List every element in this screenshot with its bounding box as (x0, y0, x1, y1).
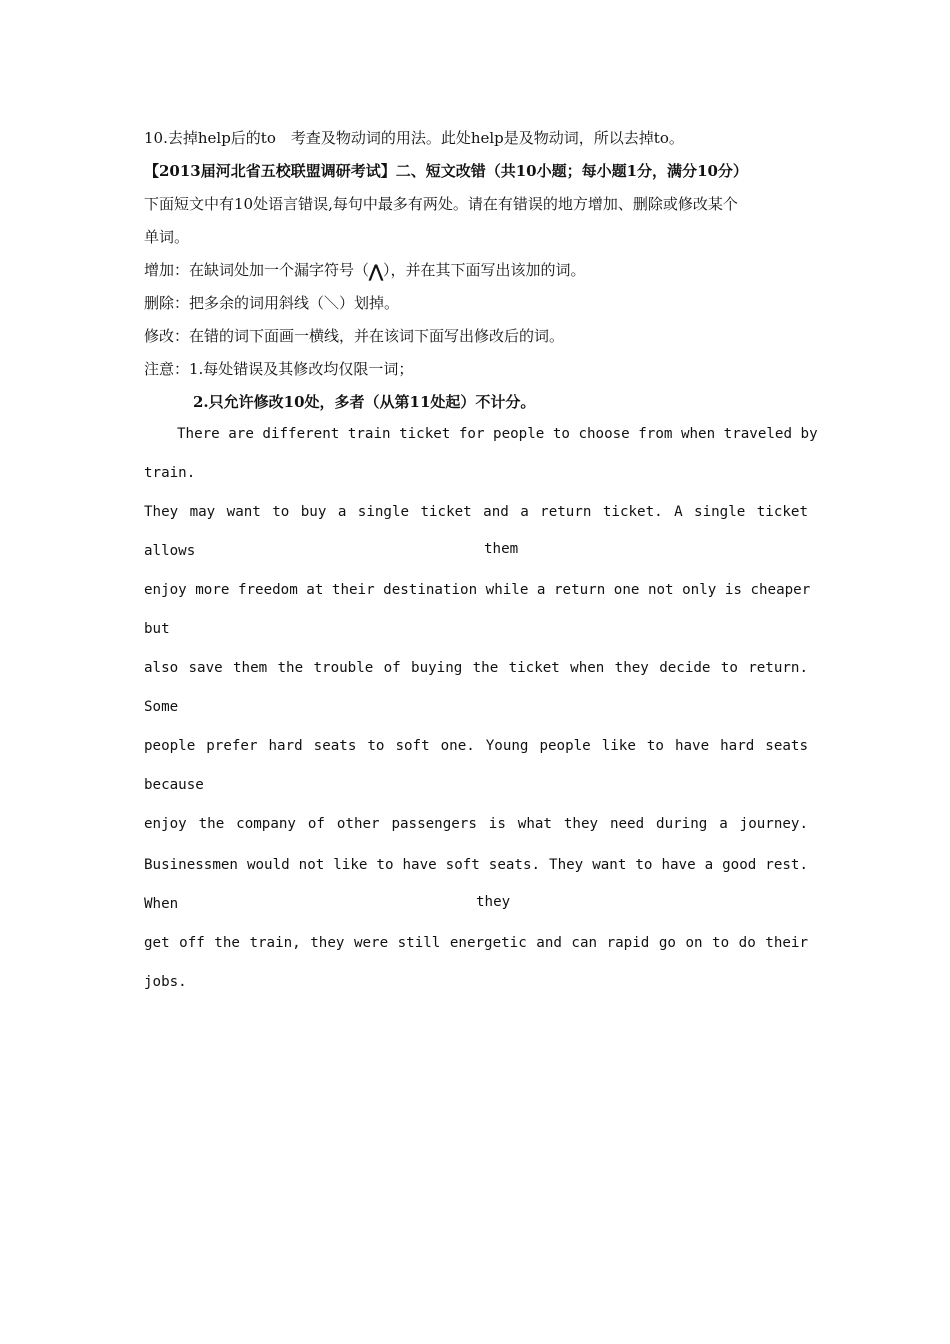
answer-note: 10.去掉help后的to 考查及物动词的用法。此处help是及物动词，所以去掉to。 (144, 129, 684, 147)
passage-line: enjoy the company of other passengers is what they need during a journey. (144, 816, 808, 832)
passage-line: Businessmen would not like to have soft seats. They want to have a good rest. (144, 857, 808, 873)
passage-line: They may want to buy a single ticket and a return ticket. A single ticket (144, 504, 808, 520)
instruction-line: 单词。 (144, 228, 190, 246)
rule-add (144, 254, 808, 287)
rule-add-text: 增加：在缺词处加一个漏字符号（ (144, 261, 370, 279)
passage-line: people prefer hard seats to soft one. Young people like to have hard seats (144, 738, 808, 754)
section-heading: 【2013届河北省五校联盟调研考试】二、短文改错（共10小题；每小题1分，满分10分） (144, 162, 748, 180)
passage-line: them (484, 541, 519, 557)
passage-line: but (144, 621, 170, 637)
passage-line: get off the train, they were still energetic and can rapid go on to do their (144, 935, 808, 951)
document-page (144, 122, 818, 990)
passage-line: jobs. (144, 974, 187, 990)
caret-symbol: ⋀ (369, 262, 383, 282)
passage-line: When (144, 896, 179, 912)
passage-line: There are different train ticket for people to choose from when traveled by (177, 426, 818, 442)
passage-line: because (144, 777, 204, 793)
passage-line: also save them the trouble of buying the ticket when they decide to return. (144, 660, 808, 676)
passage-line: train. (144, 465, 196, 481)
rule-modify: 修改：在错的词下面画一横线，并在该词下面写出修改后的词。 (144, 327, 565, 345)
passage-line: allows (144, 543, 196, 559)
passage-line: they (476, 894, 511, 910)
instruction-line: 下面短文中有10处语言错误,每句中最多有两处。请在有错误的地方增加、删除或修改某个 (144, 195, 738, 213)
passage-line: Some (144, 699, 179, 715)
note-1: 注意：1.每处错误及其修改均仅限一词； (144, 360, 414, 378)
rule-delete: 删除：把多余的词用斜线（＼）划掉。 (144, 294, 400, 312)
passage-line: enjoy more freedom at their destination while a return one not only is cheaper (144, 582, 811, 598)
rule-add-text: ），并在其下面写出该加的词。 (382, 261, 586, 279)
note-2: 2.只允许修改10处，多者（从第11处起）不计分。 (193, 393, 536, 411)
passage (144, 425, 818, 990)
